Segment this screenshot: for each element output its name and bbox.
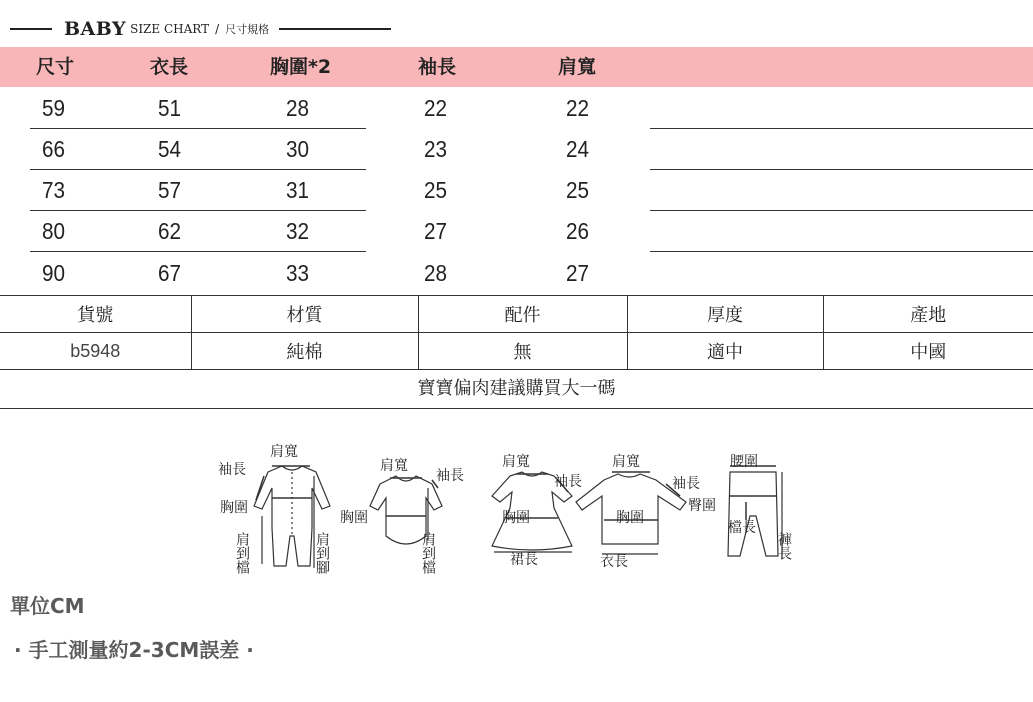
col-sleeve: 袖長 xyxy=(418,56,457,78)
table-row xyxy=(0,253,1033,294)
romper-top-label: 肩寬 xyxy=(270,444,298,460)
cell-chest: 30 xyxy=(286,136,310,162)
romper-left-vertical-label: 肩到檔 xyxy=(234,532,250,574)
dress-length-label: 裙長 xyxy=(510,552,538,568)
info-header-accessory: 配件 xyxy=(418,296,627,333)
top-chest-label: 胸圍 xyxy=(616,510,644,526)
bodysuit-vertical-label: 肩到檔 xyxy=(420,532,436,574)
top-length-label: 衣長 xyxy=(600,554,628,570)
info-thickness: 適中 xyxy=(627,333,823,370)
measurement-illustrations xyxy=(210,436,810,576)
table-row xyxy=(0,170,1033,211)
subtitle-zh: 尺寸規格 xyxy=(225,23,270,36)
pants-illustration xyxy=(728,466,782,558)
subtitle: SIZE CHART xyxy=(130,22,210,36)
cell-length: 57 xyxy=(158,177,182,203)
info-header-item-no: 貨號 xyxy=(0,296,191,333)
dress-chest-label: 胸圍 xyxy=(502,510,530,526)
table-row xyxy=(0,129,1033,170)
table-row xyxy=(0,88,1033,129)
header-rule-left xyxy=(10,28,52,30)
cell-shoulder: 25 xyxy=(566,177,590,203)
cell-shoulder: 26 xyxy=(566,218,590,244)
cell-chest: 33 xyxy=(286,260,310,286)
dress-top-label: 肩寬 xyxy=(502,454,530,470)
size-table-header xyxy=(0,47,1033,87)
col-chest: 胸圍*2 xyxy=(270,56,332,78)
pants-hip-label: 臀圍 xyxy=(688,498,716,514)
unit-label: 單位CM xyxy=(10,594,85,618)
size-advice-note: 寶寶偏肉建議購買大一碼 xyxy=(0,370,1033,409)
romper-right-vertical-label: 肩到腳 xyxy=(314,532,330,574)
cell-chest: 31 xyxy=(286,177,310,203)
cell-length: 54 xyxy=(158,136,182,162)
cell-sleeve: 25 xyxy=(424,177,448,203)
col-size: 尺寸 xyxy=(36,56,75,78)
cell-size: 59 xyxy=(42,95,66,121)
info-header-material: 材質 xyxy=(191,296,418,333)
bodysuit-chest-label: 胸圍 xyxy=(340,510,368,526)
cell-sleeve: 27 xyxy=(424,218,448,244)
romper-sleeve-label: 袖長 xyxy=(218,462,246,478)
product-info-table xyxy=(0,295,1033,370)
top-shoulder-label: 肩寬 xyxy=(612,454,640,470)
pants-length-label: 褲長 xyxy=(776,532,792,560)
row-divider xyxy=(650,251,1033,252)
romper-chest-label: 胸圍 xyxy=(220,500,248,516)
measurement-diagram xyxy=(210,436,810,576)
cell-chest: 32 xyxy=(286,218,310,244)
cell-sleeve: 23 xyxy=(424,136,448,162)
cell-length: 51 xyxy=(158,95,182,121)
measurement-error-note: · 手工測量約2-3CM誤差 · xyxy=(14,638,254,662)
cell-length: 62 xyxy=(158,218,182,244)
info-origin: 中國 xyxy=(823,333,1033,370)
subtitle-separator: / xyxy=(215,22,220,36)
pants-crotch-label: 檔長 xyxy=(728,520,756,536)
cell-shoulder: 24 xyxy=(566,136,590,162)
cell-length: 67 xyxy=(158,260,182,286)
size-chart-header xyxy=(10,12,391,46)
cell-shoulder: 22 xyxy=(566,95,590,121)
col-shoulder: 肩寬 xyxy=(558,56,597,78)
cell-size: 90 xyxy=(42,260,66,286)
cell-size: 66 xyxy=(42,136,66,162)
pants-waist-label: 腰圍 xyxy=(730,454,758,470)
info-material: 純棉 xyxy=(191,333,418,370)
dress-sleeve-label: 袖長 xyxy=(554,474,582,490)
cell-shoulder: 27 xyxy=(566,260,590,286)
top-sleeve-label: 袖長 xyxy=(672,476,700,492)
cell-sleeve: 22 xyxy=(424,95,448,121)
cell-size: 80 xyxy=(42,218,66,244)
bodysuit-top-label: 肩寬 xyxy=(380,458,408,474)
col-length: 衣長 xyxy=(150,56,189,78)
brand-title: BABY xyxy=(64,18,127,40)
header-rule-right xyxy=(279,28,391,30)
info-item-no: b5948 xyxy=(0,333,191,370)
cell-size: 73 xyxy=(42,177,66,203)
info-header-thickness: 厚度 xyxy=(627,296,823,333)
cell-chest: 28 xyxy=(286,95,310,121)
bodysuit-sleeve-label: 袖長 xyxy=(436,468,464,484)
info-value-row xyxy=(0,333,1033,370)
info-accessory: 無 xyxy=(418,333,627,370)
row-divider xyxy=(30,251,366,252)
info-header-origin: 產地 xyxy=(823,296,1033,333)
cell-sleeve: 28 xyxy=(424,260,448,286)
table-row xyxy=(0,211,1033,252)
info-header-row xyxy=(0,296,1033,333)
